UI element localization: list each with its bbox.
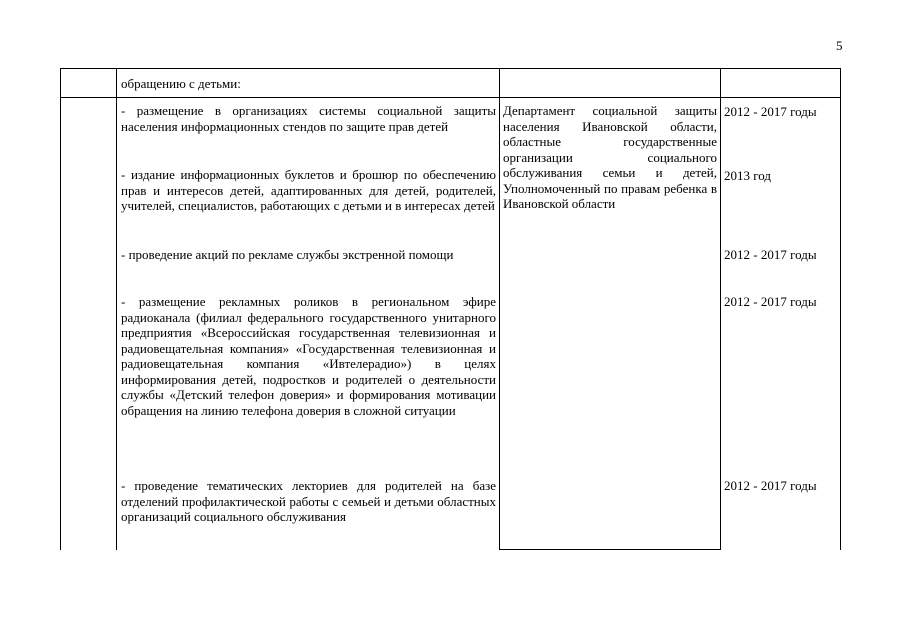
table-border-right xyxy=(840,68,841,550)
activity-cell: - издание информационных буклетов и брошюр по обеспечению прав и интересов детей, адаптированных для детей, родителей, учителей, специалистов, работающих с детьми и в интересах детей xyxy=(121,167,496,213)
activity-cell: обращению с детьми: xyxy=(121,76,241,91)
executor-cell: Департамент социальной защиты населения Ивановской области, областные государственные организации социального обслуживания семьи и детей, Уполномоченный по правам ребенка в Ивановской области xyxy=(503,103,717,211)
column-divider-1 xyxy=(116,68,117,550)
activity-cell: - размещение рекламных роликов в региональном эфире радиоканала (филиал федерального государственного унитарного предприятия «Всероссийская государственная телевизионная и радиовещательная компания» «Государственная телевизионная и радиовещательная компания «Ивтелерадио») в целях информирования детей, подростков и родителей о деятельности службы «Детский телефон доверия» и формирования мотивации обращения на линию телефона доверия в сложной ситуации xyxy=(121,294,496,418)
table-border-top xyxy=(60,68,841,69)
page-number: 5 xyxy=(836,38,843,53)
activity-cell: - проведение тематических лекториев для родителей на базе отделений профилактической работы с семьей и детьми областных организаций социального обслуживания xyxy=(121,478,496,524)
period-cell: 2012 - 2017 годы xyxy=(724,294,817,309)
column-divider-3 xyxy=(720,68,721,550)
activity-cell: - проведение акций по рекламе службы экстренной помощи xyxy=(121,247,454,262)
executor-cell-bottom xyxy=(499,549,721,550)
table-border-left xyxy=(60,68,61,550)
period-cell: 2013 год xyxy=(724,168,771,183)
period-cell: 2012 - 2017 годы xyxy=(724,247,817,262)
row-divider xyxy=(60,97,841,98)
column-divider-2 xyxy=(499,68,500,550)
period-cell: 2012 - 2017 годы xyxy=(724,478,817,493)
activity-cell: - размещение в организациях системы социальной защиты населения информационных стендов по защите прав детей xyxy=(121,103,496,134)
period-cell: 2012 - 2017 годы xyxy=(724,104,817,119)
